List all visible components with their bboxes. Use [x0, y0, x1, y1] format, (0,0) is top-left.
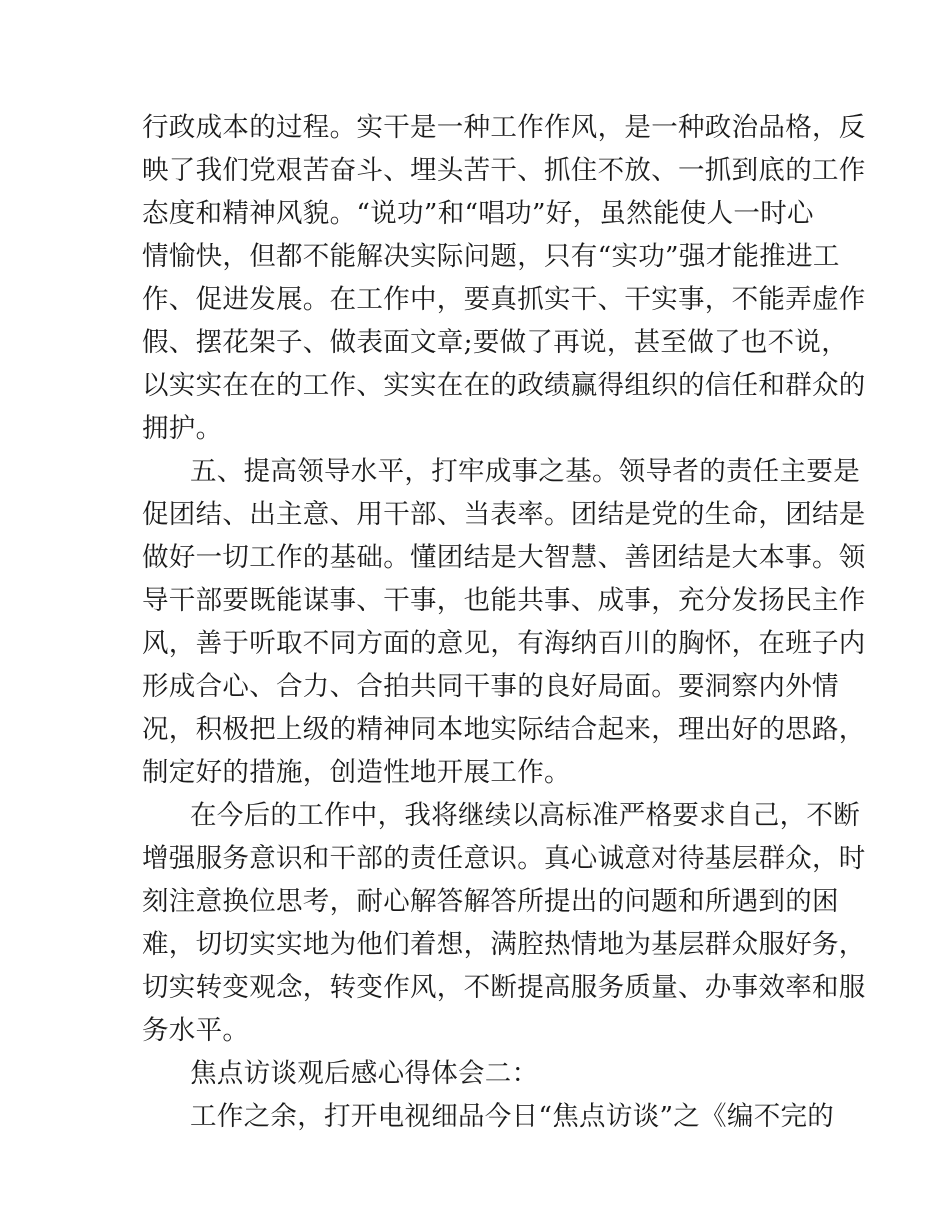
text-line-12: 导干部要既能谋事、干事，也能共事、成事，充分发扬民主作 [142, 585, 866, 616]
text-line-11: 做好一切工作的基础。懂团结是大智慧、善团结是大本事。领 [142, 542, 866, 573]
text-line-20: 难，切切实实地为他们着想，满腔热情地为基层群众服好务， [142, 929, 866, 960]
text-line-14: 形成合心、合力、合拍共同干事的良好局面。要洞察内外情 [142, 671, 839, 702]
text-line-3: 态度和精神风貌。“说功”和“唱功”好，虽然能使人一时心 [142, 198, 814, 229]
text-line-8: 拥护。 [142, 413, 223, 444]
text-line-24: 工作之余，打开电视细品今日“焦点访谈”之《编不完的 [190, 1101, 835, 1132]
text-line-6: 假、摆花架子、做表面文章;要做了再说，甚至做了也不说， [142, 327, 849, 358]
text-line-17: 在今后的工作中，我将继续以高标准严格要求自己，不断 [190, 800, 860, 831]
text-line-1: 行政成本的过程。实干是一种工作作风，是一种政治品格，反 [142, 112, 866, 143]
text-line-9: 五、提高领导水平，打牢成事之基。领导者的责任主要是 [190, 456, 860, 487]
text-line-10: 促团结、出主意、用干部、当表率。团结是党的生命，团结是 [142, 499, 866, 530]
text-line-18: 增强服务意识和干部的责任意识。真心诚意对待基层群众，时 [142, 843, 866, 874]
text-line-15: 况，积极把上级的精神同本地实际结合起来，理出好的思路， [142, 714, 866, 745]
text-line-16: 制定好的措施，创造性地开展工作。 [142, 757, 571, 788]
text-line-5: 作、促进发展。在工作中，要真抓实干、干实事，不能弄虚作 [142, 284, 866, 315]
text-line-4: 情愉快，但都不能解决实际问题，只有“实功”强才能推进工 [142, 241, 840, 272]
text-line-2: 映了我们党艰苦奋斗、埋头苦干、抓住不放、一抓到底的工作 [142, 155, 866, 186]
text-line-21: 切实转变观念，转变作风，不断提高服务质量、办事效率和服 [142, 972, 866, 1003]
text-line-7: 以实实在在的工作、实实在在的政绩赢得组织的信任和群众的 [142, 370, 866, 401]
text-line-13: 风，善于听取不同方面的意见，有海纳百川的胸怀，在班子内 [142, 628, 866, 659]
text-line-22: 务水平。 [142, 1015, 250, 1046]
text-line-19: 刻注意换位思考，耐心解答解答所提出的问题和所遇到的困 [142, 886, 839, 917]
text-line-23: 焦点访谈观后感心得体会二： [190, 1058, 539, 1089]
